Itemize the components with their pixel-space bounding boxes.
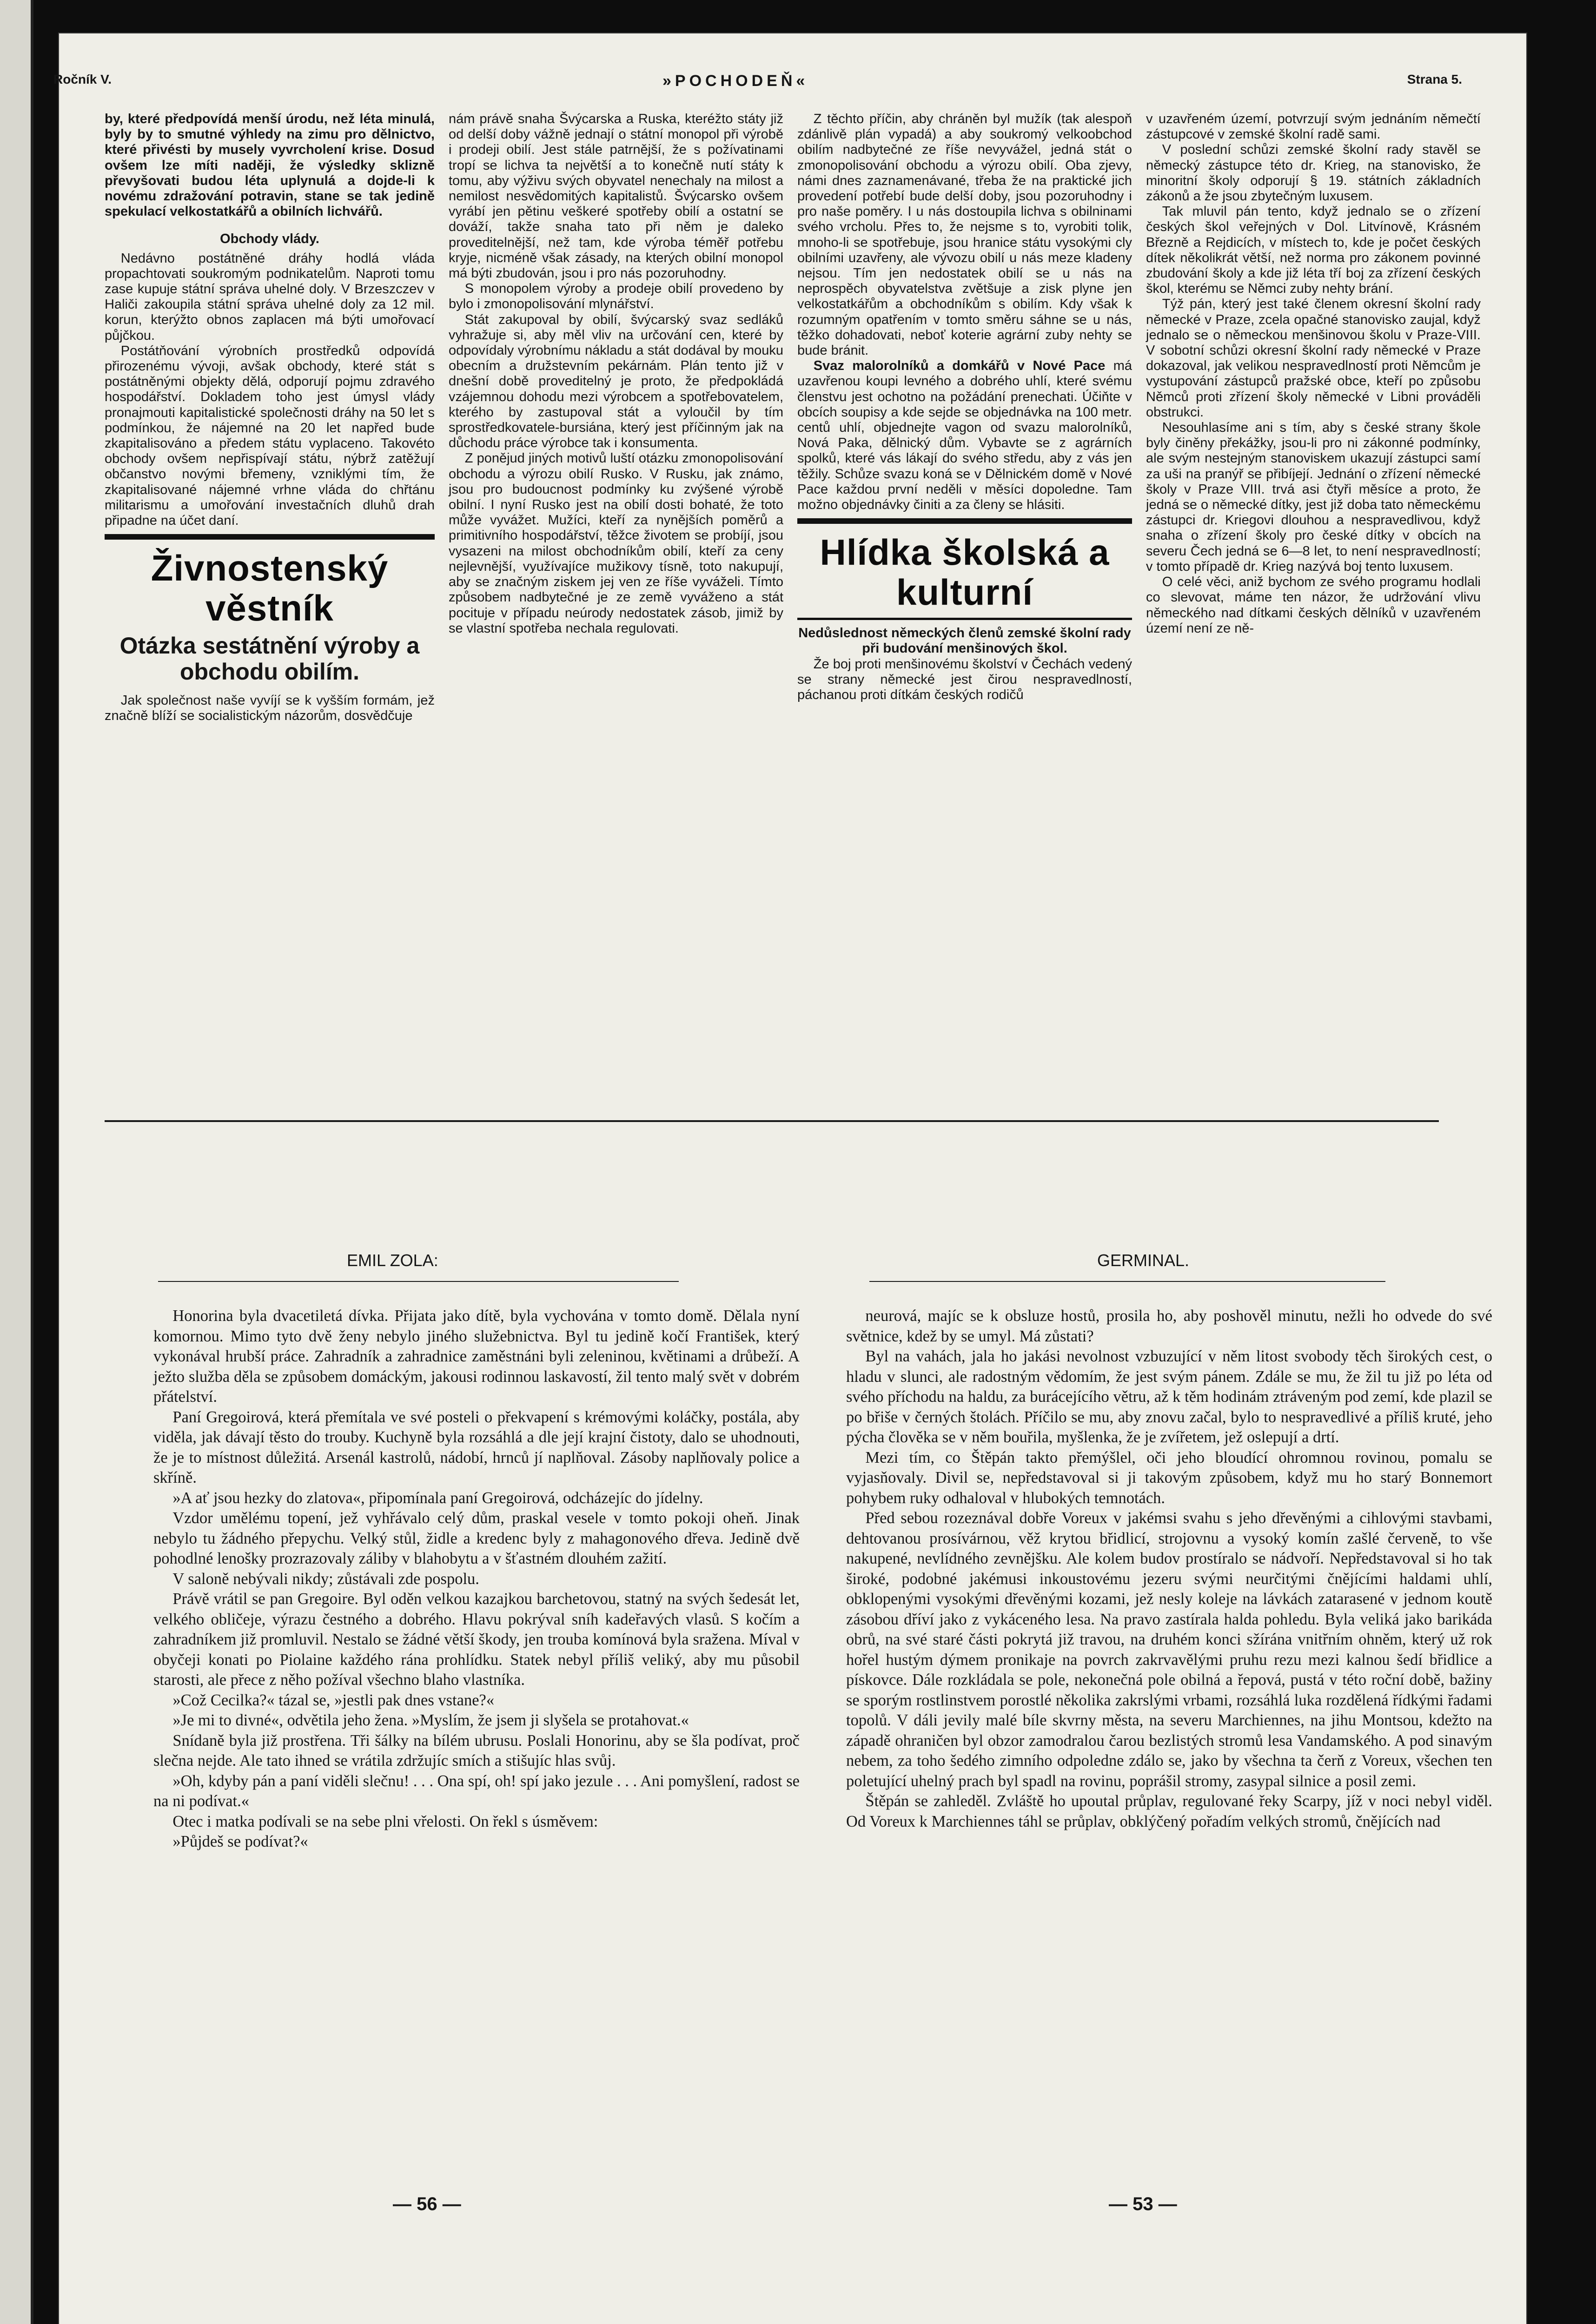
col3-subheading: Nedůslednost německých členů zemské školní rady při budování menšinových škol.	[798, 626, 1131, 656]
col1-paragraph: by, které předpovídá menší úrodu, než léta minulá, byly by to smutné výhledy na zimu pro dělnictvo, které přivésti by musely vyvrcholení krise. Dosud ovšem lze míti naději, že výsledky sklizně převyšovati budou léta uplynulá a dojde-li k novému zdražování potravin, stane se tak jedině spekulací velkostatkářů a obilních lichvářů.	[105, 112, 435, 219]
novel-paragraph: neurová, majíc se k obsluze hostů, prosila ho, aby poshověl minutu, nežli ho odvede do své světnice, kdež by se umyl. Má zůstati?	[846, 1307, 1492, 1345]
novel-left-column	[153, 1306, 800, 1852]
col4-paragraph: Týž pán, který jest také členem okresní školní rady německé v Praze, zcela opačné stanovisko zaujal, když jednalo se o německou menšinovou školu v Praze-VIII. V sobotní schůzi okresní školní rady německé v Praze dokazoval, jak velikou nespravedlností proti Němcům je vystupování zástupců pražské obce, kteří po způsobu Němců proti zřízení školy německé v Libni prováděli obstrukci.	[1146, 297, 1481, 420]
novel-paragraph: »Půjdeš se podívat?«	[172, 1833, 308, 1850]
column-4	[1146, 112, 1481, 636]
section-heading-obchody: Obchody vlády.	[220, 231, 319, 247]
novel-paragraph: Otec i matka podívali se na sebe plni vřelosti. On řekl s úsměvem:	[172, 1812, 598, 1830]
novel-right-column	[846, 1306, 1492, 1832]
col4-paragraph: Nesouhlasíme ani s tím, aby s české strany škole byly činěny překážky, jsou-li pro ni zákonné podmínky, ale svým nestejným stanoviskem ukazují zástupci samí za uši na pranýř se přibíjejí. Jednání o zřízení německé školy v Praze VIII. trvá asi čtyři měsíce a proto, že jedná se o německé dítky, jest již doba tato německému zástupci dr. Kriegovi dlouhou a nespravedlivou, když snaha o zřízení školy pro české dítky v obcích na severu Čech jedná se 6—8 let, to není nespravedlností; v tomto případě dr. Krieg nazývá boj tento luxusem.	[1146, 420, 1481, 574]
novel-paragraph: Právě vrátil se pan Gregoire. Byl oděn velkou kazajkou barchetovou, statný na svých šedesát let, velkého obličeje, výrazu čestného a dobrého. Hlavu pokrýval sníh kadeřavých vlasů. S kočím a zahradníkem již promluvil. Nestalo se žádné větší škody, jen trouba komínová byla sražena. Míval v obyčeji konati po Piolaine každého rána prohlídku. Statek nebyl příliš veliký, aby mu působil starosti, ale přece z něho požíval všechno blaho vlastníka.	[153, 1590, 800, 1689]
col2-paragraph: Stát zakupoval by obilí, švýcarský svaz sedláků vyhražuje si, aby měl vliv na určování cen, které by odpovídaly výrobnímu nákladu a stát dodával by mouku obecním a družstevním pekárnám. Plán tento již v dnešní době proveditelný je proto, že předpokládá vzájemnou dohodu mezi výrobcem a spotřebovatelem, kterého by zastupoval stát a vyloučil by tím sprostředkovatele-bursiána, který jest příčinným jak na důchodu práce výrobce tak i konsumenta.	[449, 312, 783, 451]
col1-paragraph: Jak společnost naše vyvíjí se k vyšším formám, jež značně blíží se socialistickým názorům, dosvědčuje	[105, 693, 435, 724]
novel-paragraph: Snídaně byla již prostřena. Tři šálky na bílém ubrusu. Poslali Honorinu, aby se šla podívat, proč slečna nejde. Ale tato ihned se vrátila zdržujíc smích a stišujíc hlas svůj.	[153, 1731, 800, 1769]
novel-paragraph: Byl na vahách, jala ho jakási nevolnost vzbuzující v něm litost svobody těch širokých cest, o hladu v slunci, ale radostným vědomím, že jest svým pánem. Zdále se mu, že žil tu již po léta od svého příchodu na haldu, za burácejícího větru, až k těm hodinám ztráveným pod zemí, kde plazil se po břiše v černých štolách. Příčilo se mu, aby znovu začal, bylo to nespravedlivé a příliš kruté, jeho pýcha člověka se v něm bouřila, myšlenka, že je zvířetem, jež oslepují a drtí.	[846, 1347, 1492, 1446]
col1-paragraph: Nedávno postátněné dráhy hodlá vláda propachtovati soukromým podnikatelům. Naproti tomu zase kupuje státní správa uhelné doly. V Brzeszczev v Haliči zakoupila státní správa uhelné doly za 12 mil. korun, kterýžto obnos zaplacen má býti umořovací půjčkou.	[105, 251, 435, 343]
col2-paragraph: Z ponějud jiných motivů luští otázku zmonopolisování obchodu a výrozu obilí Rusko. V Rusku, jak známo, jsou pro budoucnost podmínky ku zvýšené výrobě obilní. I nyní Rusko jest na obilí dosti bohaté, že toto může vyvážet. Mužíci, kteří za nynějších poměrů a primitivního hospodářství, těžce životem se probíjí, jsou vysazeni na milost obchodníkům obilí, kteří za ceny nejlevnější, využívajíce mužikovy tísně, toto nakupují, aby se značným ziskem jej ven ze říše vyváželi. Tímto způsobem nadbytečné je ze země vyváženo a stát pocituje v případu neúrody nedostatek zásob, jimiž by se vlastní spotřeba nechala regulovati.	[449, 451, 783, 636]
novel-paragraph: »Což Cecilka?« tázal se, »jestli pak dnes vstane?«	[172, 1691, 495, 1709]
col1-paragraph: Postátňování výrobních prostředků odpovídá přirozenému vývoji, avšak obchody, které stát s postátněnými objekty dělá, odporují pojmu zdravého hospodářství. Dokladem toho jest úmysl vlády pronajmouti kapitalistické společnosti dráhy na 50 let s podmínkou, že nájemné na 20 let napřed bude zkapitalisováno a předem státu vyplaceno. Takovéto obchody ovšem nepřispívají státu, nýbrž zatěžují občanstvo novými břemeny, vzniklými tím, že zkapitalisované nájemné vrhne vláda do chřtánu militarismu a umořování investačních dluhů drah připadne na účet daní.	[105, 343, 435, 528]
banner-rule	[797, 618, 1132, 620]
banner-subtitle-obili: Otázka sestátnění výroby a obchodu obilím.	[119, 633, 420, 685]
novel-paragraph: Mezi tím, co Štěpán takto přemýšlel, oči jeho bloudící ohromnou rovinou, pomalu se vyjasňovaly. Divil se, nepředstavoval si ji takovým způsobem, když mu ho starý Bonnemort pohybem ruky odhaloval v hlubokých temnotách.	[846, 1448, 1492, 1507]
col3-paragraph: Z těchto příčin, aby chráněn byl mužík (tak alespoň zdánlivě plán vypadá) a aby soukromý velkoobchod obilím nadbytečné ze říše nevyvážel, jedná stát o zmonopolisování obchodu a výrozu obilí. Oba zjevy, námi dnes zaznamenávané, třeba že na praktické jich provedení potřebí bude delší doby, jsou pozoruhodny i pro naše poměry. I u nás dostoupila lichva s obilninami svého vrcholu. Přes to, že nejsme s to, vyrobiti tolik, mnoho-li se spotřebuje, jsou hranice státu vysokými cly obilními uzavřeny, ale vývozu obilí u nás meze kladeny nejsou. Tím jen nedostatek obilí se u nás na neprospěch obyvatelstva zvětšuje a zisk plyne jen velkostatkářům a obchodníkům s obilím. Kdy však k rozumným opatřením v tomto směru sáhne se u nás, těžko dohadovati, neboť koterie agrární zuby nehty se bude bránit.	[797, 112, 1132, 358]
column-1	[105, 112, 435, 724]
banner-rule	[797, 518, 1132, 524]
novel-paragraph: Štěpán se zahleděl. Zvláště ho upoutal průplav, regulované řeky Scarpy, jíž v noci nebyl viděl. Od Voreux k Marchiennes táhl se průplav, obklýčený pořadím velkých stromů, čnějících nad	[846, 1792, 1492, 1830]
page-number-right: — 53 —	[1109, 2194, 1177, 2214]
page-label: Strana 5.	[1407, 72, 1462, 86]
novel-paragraph: Honorina byla dvacetiletá dívka. Přijata jako dítě, byla vychována v tomto domě. Dělala nyní komornou. Mimo tyto dvě ženy nebylo jiného služebnictva. Byl tu jedině kočí František, který vykonával hrubší práce. Zahradník a zahradnice zaměstnáni byli zeleninou, květinami a drůbeží. A ježto služba děla se způsobem domáckým, jakousi rodinnou laskavostí, žil tento malý svět v dobrém přátelství.	[153, 1307, 800, 1406]
banner-zivnostensky-vestnik: Živnostenský věstník	[151, 548, 389, 629]
page-number-left: — 56 —	[393, 2194, 461, 2214]
article-columns	[49, 112, 1481, 1134]
col3-paragraph: Že boj proti menšinovému školství v Čechách vedený se strany německé jest čirou nespravedlností, páchanou proti dítkám českých rodičů	[797, 656, 1132, 703]
page-header	[53, 33, 1462, 90]
novel-paragraph: »A ať jsou hezky do zlatova«, připomínala paní Gregoirová, odcházejíc do jídelny.	[172, 1489, 703, 1507]
novel-paragraph: Před sebou rozeznával dobře Voreux v jakémsi svahu s jeho dřevěnými a cihlovými stavbami, dehtovanou prosívárnou, věž krytou břidlicí, strojovnu a vysoký komín zašlé červeně, to vše nakupené, nevlídného zevnějšku. Ale kolem budov prostíralo se nádvoří. Nepředstavoval si ho tak široké, podobné jakémusi inkoustovému jezeru svými neurčitými čnějícími haldami uhlí, obklopenými vysokými dřevěnými kozami, jež nesly koleje na lávkách zatarasené v jednom koutě zásobou dříví jako z vykáceného lesa. Na pravo zastírala halda pohledu. Byla veliká jako barikáda obrů, na své staré části pokrytá již travou, na druhém konci sžírána vnitřním ohněm, který už rok hořel hustým dýmem pronikaje na povrch zakrvavělými pruhu rezu mezi kalnou šedí břidlice a pískovce. Dále rozkládala se pole, nekonečná pole obilná a řepová, pustá v této roční době, bažiny se sporým rostlinstvem porostlé několika zakrslými vrbami, rozsáhlá luka rozdělená řídkými řadami topolů. V dáli jevily malé bíle skvrny města, na severu Marchiennes, na jihu Montsou, kdežto na západě ohraničen byl obzor zamodralou čarou bezlistých stromů lesa Vandamského. A pod sinavým nebem, za toho šedého zimního odpoledne zdálo se, jako by všechna ta čerň z Voreux, všechen ten poletující uhelný prach byl spadl na rovinu, poprášil stromy, zasypal silnice a posil zemi.	[846, 1509, 1492, 1790]
novel-paragraph: Vzdor umělému topení, jež vyhřávalo celý dům, praskal vesele v tomto pokoji oheň. Jinak nebylo tu žádného přepychu. Velký stůl, židle a kredenc byly z mahagonového dřeva. Jedině dvě pohodlné lenošky prozrazovaly záliby v blahobytu a v šťastném dlouhém zažití.	[153, 1509, 800, 1567]
col2-paragraph: S monopolem výroby a prodeje obilí provedeno by bylo i zmonopolisování mlynářství.	[449, 281, 783, 312]
volume-label: Ročník V.	[53, 72, 112, 86]
col4-paragraph: O celé věci, aniž bychom ze svého programu hodlali co slevovat, máme ten názor, že udržování vlivu německého nad dítkami českých dělníků v uzavřeném území není ze ně-	[1146, 574, 1481, 636]
section-divider	[105, 1120, 1439, 1122]
adjacent-page-edge	[0, 0, 33, 2324]
banner-hlidka-skolska: Hlídka školská a kulturní	[820, 532, 1110, 613]
col4-paragraph: V poslední schůzi zemské školní rady stavěl se německý zástupce této dr. Krieg, na stanovisko, že minoritní školy odporují § 19. státních základních zákonů a že jsou zbytečným luxusem.	[1146, 142, 1481, 204]
novel-author: EMIL ZOLA:	[347, 1251, 438, 1270]
column-2	[449, 112, 783, 636]
col4-paragraph: Tak mluvil pán tento, když jednalo se o zřízení českých škol veřejných v Dol. Litvínově, Krásném Březně a Rejdicích, v místech to, kde je počet českých dítek několikrát větší, než norma pro zákonem povinné zbudování školy a kde již léta tří boj za zřízení českých škol, kterému se Němci zuby nehty brání.	[1146, 204, 1481, 297]
col4-paragraph: v uzavřeném území, potvrzují svým jednáním němečtí zástupcové v zemské školní radě sami.	[1146, 112, 1481, 142]
col3-paragraph: má uzavřenou koupi levného a dobrého uhlí, které svému členstvu jest ochotno na požádání prenechati. Účiňte v obcích soupisy a kde sejde se objednávka na 100 metr. centů uhlí, objednejte vagon od svazu malorolníků, Nová Paka, dělnický dům. Vybavte se z agrárních spolků, které vás lákají do svého středu, aby z vás jen těžily. Schůze svazu koná se v Dělnickém domě v Nové Pace každou první neděli v měsíci dopoledne. Tam možno objednávky činiti a za členy se hlásiti.	[797, 358, 1132, 513]
col3-bold-lead: Svaz malorolníků a domkářů v Nové Pace	[813, 358, 1106, 374]
title-rule	[869, 1281, 1385, 1282]
novel-paragraph: Paní Gregoirová, která přemítala ve své posteli o překvapení s krémovými koláčky, postála, aby viděla, jak dávají těsto do trouby. Kuchyně byla rozsáhlá a dle její krajní čistoty, dalo se uhodnouti, že je to místnost důležitá. Arsenál kastrolů, nádobí, hrnců jí naplňoval. Zásoby naplňovaly police a skříně.	[153, 1408, 800, 1486]
newspaper-title: »POCHODEŇ«	[662, 72, 809, 90]
novel-supplement	[130, 1250, 1492, 2236]
author-rule	[158, 1281, 679, 1282]
novel-paragraph: »Oh, kdyby pán a paní viděli slečnu! . . . Ona spí, oh! spí jako jezule . . . Ani pomyšlení, radost se na ni podívat.«	[153, 1772, 800, 1810]
novel-paragraph: »Je mi to divné«, odvětila jeho žena. »Myslím, že jsem ji slyšela se protahovat.«	[172, 1711, 689, 1729]
column-3	[797, 112, 1132, 703]
col2-paragraph: nám právě snaha Švýcarska a Ruska, kteréžto státy již od delší doby vážně jednají o státní monopol při výrobě i prodeji obilí. Jest stále patrnější, že s požívatinami tropí se lichva ta největší a to konečně nutí státy k tomu, aby výživu svých obyvatel nenechaly na milost a nemilost nesvědomitých kapitalistů. Švýcarsko ovšem vyrábí jen pětinu veškeré spotřeby obilí a ostatní se dováží, takže snaha tato při něm je daleko proveditelnější, než tam, kde výroba téměř potřebu kryje, nicméně však zásady, na kterých obilní monopol má býti zbudován, jsou i pro nás pozoruhodny.	[449, 112, 783, 281]
banner-rule	[105, 534, 435, 540]
novel-paragraph: V saloně nebývali nikdy; zůstávali zde pospolu.	[172, 1570, 479, 1588]
novel-title: GERMINAL.	[1097, 1251, 1190, 1270]
